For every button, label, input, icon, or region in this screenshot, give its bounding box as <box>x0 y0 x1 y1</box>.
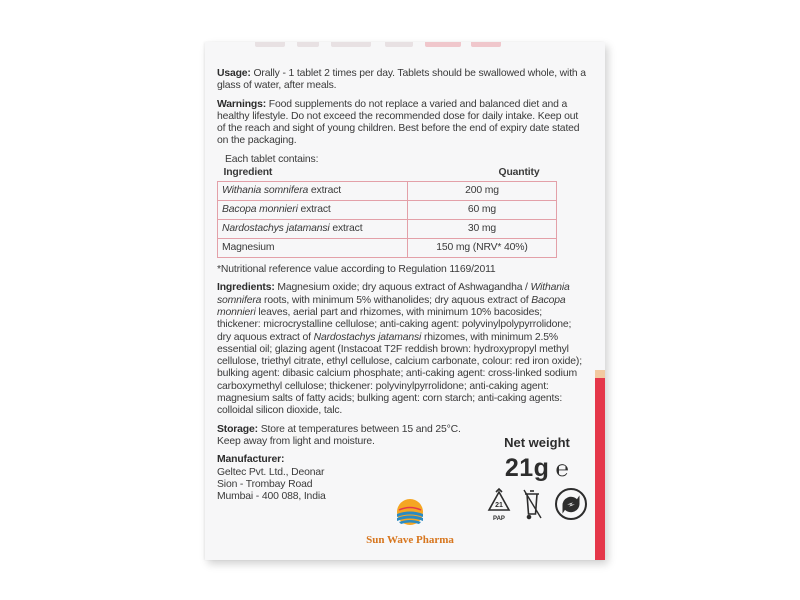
sun-wave-logo-icon <box>393 497 427 527</box>
usage-text: Orally - 1 tablet 2 times per day. Tablets should be swallowed whole, with a glass of water, after meals. <box>217 68 586 92</box>
manufacturer-line1: Geltec Pvt. Ltd., Deonar <box>217 466 325 478</box>
ingredients-section: Ingredients: Magnesium oxide; dry aquous extract of Ashwagandha / Withania somnifera roots, with minimum 5% withanolides; dry aquous extract of Bacopa monnieri leaves, aerial part and rhizomes, with minimum 10% bacosides; thickener: microcrystalline cellulose; anti-caking agent: polyvinylpolypyrrolidone; dry aquous extract of Nardostachys jatamansi rhizomes, with minimum 2.5% essential oil; glazing agent (Instacoat T2F reddish brown: hydroxypropyl methyl cellulose, triethyl citrate, ethyl cellulose, calcium carbonate, colour: red iron oxide); bulking agent: dibasic calcium phosphate; anti-caking agent: cross-linked sodium carboxymethyl cellulose; thickener: polyvinylpyrrolidone; anti-caking agent: magnesium salts of fatty acids; bulking agent: corn starch; anti-caking agents: colloidal silicon dioxide, talc. <box>217 282 582 417</box>
estimated-sign-icon: ℮ <box>555 456 570 481</box>
ingredient-cell: Bacopa monnieri extract <box>218 201 408 220</box>
manufacturer-line2: Sion - Trombay Road <box>217 478 313 490</box>
table-row <box>218 239 557 258</box>
red-side-band <box>595 370 605 560</box>
header-ingredient: Ingredient <box>223 167 273 179</box>
table-intro: Each tablet contains: <box>225 153 319 165</box>
usage-section <box>217 68 587 93</box>
quantity-cell: 60 mg <box>408 201 557 220</box>
ingredient-cell: Nardostachys jatamansi extract <box>218 220 408 239</box>
brand-logo <box>355 497 465 546</box>
recycle-loop-icon <box>556 489 586 519</box>
recycle-code: 21 <box>495 502 503 509</box>
quantity-cell: 30 mg <box>408 220 557 239</box>
warnings-section <box>217 99 587 148</box>
package-back-panel <box>205 42 605 560</box>
warnings-text: Food supplements do not replace a varied and balanced diet and a healthy lifestyle. Do not exceed the recommended dose for daily intake. Keep out of the reach and sight of young children. Best before the end of expiry date stated on the packaging. <box>217 98 580 147</box>
brand-name: Sun Wave Pharma <box>366 534 454 546</box>
ingredient-cell: Magnesium <box>218 239 408 258</box>
manufacturer-label: Manufacturer: <box>217 454 285 466</box>
table-header-row <box>218 166 557 182</box>
table-row <box>218 201 557 220</box>
top-cropped-print <box>245 42 525 48</box>
usage-label: Usage: <box>217 68 251 79</box>
manufacturer-line3: Mumbai - 400 088, India <box>217 491 326 503</box>
header-quantity: Quantity <box>498 167 540 179</box>
bin-icon <box>524 490 541 519</box>
nrv-footnote: *Nutritional reference value according to Regulation 1169/2011 <box>217 264 496 276</box>
recycling-symbols <box>485 484 605 524</box>
storage-text: Store at temperatures between 15 and 25°C. Keep away from light and moisture. <box>217 423 461 447</box>
net-weight-value: 21g ℮ <box>504 454 570 482</box>
quantity-cell: 200 mg <box>408 182 557 201</box>
table-row <box>218 220 557 239</box>
recycle-code-label: PAP <box>493 516 505 522</box>
warnings-label: Warnings: <box>217 98 267 110</box>
ingredient-cell: Withania somnifera extract <box>218 182 408 201</box>
storage-section <box>217 424 477 449</box>
composition-table <box>217 166 557 258</box>
net-weight-label: Net weight <box>504 435 570 450</box>
storage-label: Storage: <box>217 423 258 435</box>
ingredients-label: Ingredients: <box>217 282 275 294</box>
quantity-cell: 150 mg (NRV* 40%) <box>408 239 557 258</box>
table-row <box>218 182 557 201</box>
net-weight-block <box>487 435 587 483</box>
recycling-icons <box>485 484 605 524</box>
